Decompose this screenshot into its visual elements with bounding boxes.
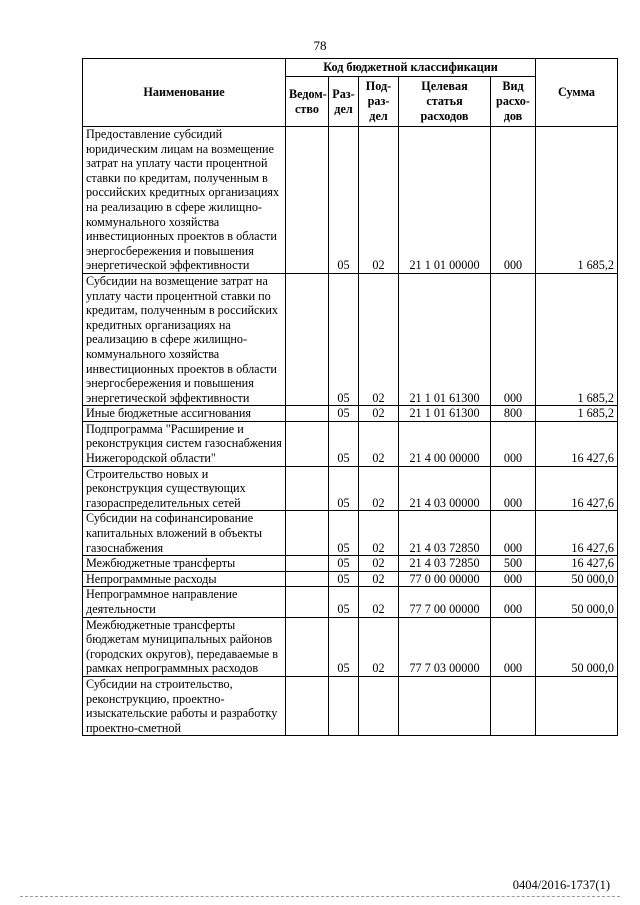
header-target: Целевая статья расходов: [399, 77, 491, 127]
row-name: Субсидии на софинансирование капитальных вложений в объекты газоснабжения: [83, 511, 286, 556]
header-name: Наименование: [83, 59, 286, 127]
row-vid: 000: [491, 571, 536, 587]
table-row: [83, 571, 618, 587]
row-target: 21 4 00 00000: [399, 421, 491, 466]
row-vedomstvo: [286, 511, 329, 556]
row-podrazdel: 02: [359, 127, 399, 274]
row-target: 21 4 03 72850: [399, 511, 491, 556]
row-vid: 000: [491, 511, 536, 556]
row-target: 77 7 00 00000: [399, 587, 491, 617]
row-vedomstvo: [286, 676, 329, 735]
row-podrazdel: 02: [359, 556, 399, 572]
row-sum: 50 000,0: [536, 617, 618, 676]
row-podrazdel: 02: [359, 617, 399, 676]
row-name: Непрограммное направление деятельности: [83, 587, 286, 617]
row-vid: 000: [491, 587, 536, 617]
row-name: Субсидии на строительство, реконструкцию, проектно-изыскательские работы и разработку проектно-сметной: [83, 676, 286, 735]
row-sum: 16 427,6: [536, 421, 618, 466]
table-row: [83, 587, 618, 617]
row-razdel: 05: [329, 421, 359, 466]
row-name: Строительство новых и реконструкция существующих газораспределительных сетей: [83, 466, 286, 511]
row-sum: 50 000,0: [536, 571, 618, 587]
row-podrazdel: 02: [359, 406, 399, 422]
row-name: Непрограммные расходы: [83, 571, 286, 587]
row-razdel: 05: [329, 617, 359, 676]
row-sum: 1 685,2: [536, 406, 618, 422]
row-vedomstvo: [286, 571, 329, 587]
table-row: [83, 466, 618, 511]
row-razdel: 05: [329, 406, 359, 422]
row-razdel: 05: [329, 571, 359, 587]
row-target: 21 1 01 61300: [399, 273, 491, 405]
row-sum: 1 685,2: [536, 127, 618, 274]
row-razdel: 05: [329, 587, 359, 617]
row-vid: 500: [491, 556, 536, 572]
row-razdel: 05: [329, 466, 359, 511]
row-name: Субсидии на возмещение затрат на уплату части процентной ставки по кредитам, полученным в российских кредитных организациях на реализацию в сфере жилищно-коммунального хозяйства инвестиционных проектов в области энергосбережения и повышения энергетической эффективности: [83, 273, 286, 405]
row-vid: 000: [491, 421, 536, 466]
row-target: 77 7 03 00000: [399, 617, 491, 676]
row-vid: 000: [491, 273, 536, 405]
header-podrazdel: Под- раз- дел: [359, 77, 399, 127]
header-vid: Вид расхо- дов: [491, 77, 536, 127]
row-podrazdel: 02: [359, 511, 399, 556]
row-razdel: 05: [329, 511, 359, 556]
row-podrazdel: [359, 676, 399, 735]
budget-table: [82, 58, 618, 736]
table-row: [83, 127, 618, 274]
row-target: 21 1 01 00000: [399, 127, 491, 274]
row-razdel: 05: [329, 273, 359, 405]
header-razdel: Раз- дел: [329, 77, 359, 127]
row-vedomstvo: [286, 556, 329, 572]
table-header: [83, 59, 618, 127]
row-sum: 1 685,2: [536, 273, 618, 405]
row-vedomstvo: [286, 127, 329, 274]
row-razdel: 05: [329, 556, 359, 572]
row-name: Иные бюджетные ассигнования: [83, 406, 286, 422]
row-podrazdel: 02: [359, 587, 399, 617]
row-name: Подпрограмма "Расширение и реконструкция систем газоснабжения Нижегородской области": [83, 421, 286, 466]
row-vedomstvo: [286, 421, 329, 466]
row-vedomstvo: [286, 466, 329, 511]
row-name: Межбюджетные трансферты бюджетам муниципальных районов (городских округов), передаваемые в рамках непрограммных расходов: [83, 617, 286, 676]
table-row: [83, 511, 618, 556]
row-name: Предоставление субсидий юридическим лицам на возмещение затрат на уплату части процентной ставки по кредитам, полученным в российских кредитных организациях на реализацию в сфере жилищно-коммунального хозяйства инвестиционных проектов в области энергосбережения и повышения энергетической эффективности: [83, 127, 286, 274]
row-vid: 800: [491, 406, 536, 422]
row-podrazdel: 02: [359, 421, 399, 466]
page-number: 78: [313, 38, 327, 53]
row-sum: 50 000,0: [536, 587, 618, 617]
row-sum: 16 427,6: [536, 511, 618, 556]
row-vedomstvo: [286, 617, 329, 676]
table-row: [83, 556, 618, 572]
header-vedomstvo: Ведом- ство: [286, 77, 329, 127]
row-podrazdel: 02: [359, 571, 399, 587]
row-vid: 000: [491, 466, 536, 511]
table-body: [83, 127, 618, 736]
row-vedomstvo: [286, 587, 329, 617]
row-target: 77 0 00 00000: [399, 571, 491, 587]
header-sum: Сумма: [536, 59, 618, 127]
row-sum: 16 427,6: [536, 466, 618, 511]
row-name: Межбюджетные трансферты: [83, 556, 286, 572]
document-code: 0404/2016-1737(1): [512, 878, 610, 892]
row-target: 21 4 03 00000: [399, 466, 491, 511]
row-target: [399, 676, 491, 735]
row-vedomstvo: [286, 406, 329, 422]
row-vid: 000: [491, 127, 536, 274]
row-sum: 16 427,6: [536, 556, 618, 572]
row-sum: [536, 676, 618, 735]
table-row: [83, 406, 618, 422]
row-razdel: [329, 676, 359, 735]
table-row: [83, 273, 618, 405]
row-target: 21 1 01 61300: [399, 406, 491, 422]
header-group: Код бюджетной классификации: [286, 59, 536, 77]
row-vid: [491, 676, 536, 735]
row-razdel: 05: [329, 127, 359, 274]
row-podrazdel: 02: [359, 466, 399, 511]
page-bottom-rule: [20, 896, 620, 897]
table-row: [83, 676, 618, 735]
row-vid: 000: [491, 617, 536, 676]
table-row: [83, 421, 618, 466]
row-target: 21 4 03 72850: [399, 556, 491, 572]
row-podrazdel: 02: [359, 273, 399, 405]
row-vedomstvo: [286, 273, 329, 405]
table-row: [83, 617, 618, 676]
